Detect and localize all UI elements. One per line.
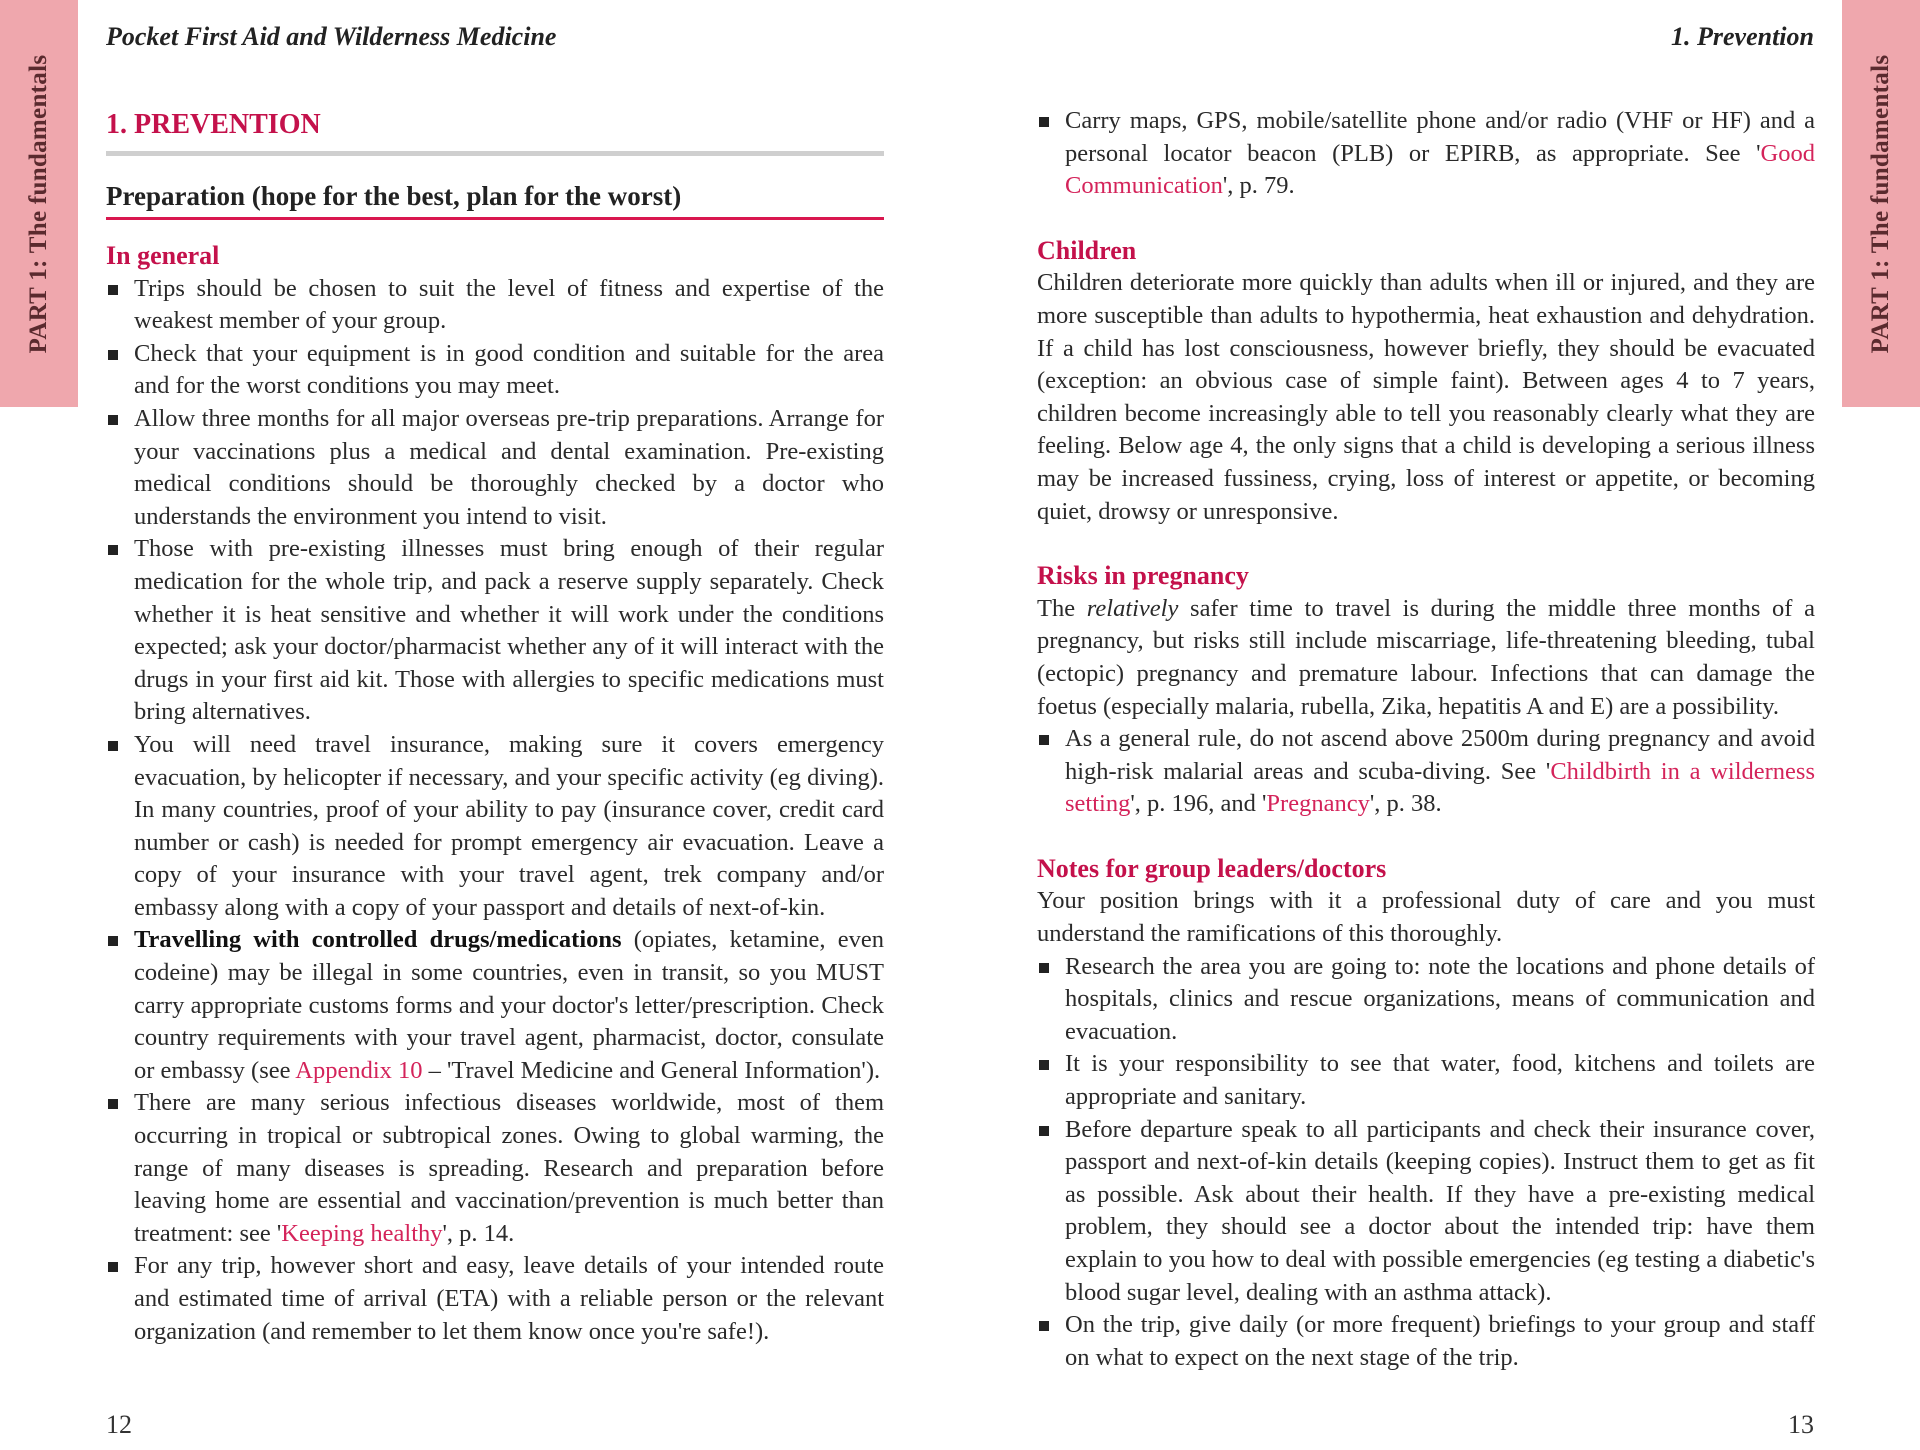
list-item: Those with pre-existing illnesses must bring enough of their regular medication for the whole trip, and pack a reserve supply separately. Check whether it is heat sensitive and whether it will work under the conditions expected; ask your doctor/pharmacist whether any of it will interact with the drugs in your first aid kit. Those with allergies to specific medications must bring alternatives. xyxy=(106,533,884,729)
list-item: Research the area you are going to: note the locations and phone details of hospitals, clinics and rescue organizations, means of communication and evacuation. xyxy=(1037,951,1815,1049)
side-tab-label: PART 1: The fundamentals xyxy=(1867,54,1894,353)
list-item: On the trip, give daily (or more frequent) briefings to your group and staff on what to expect on the next stage of the trip. xyxy=(1037,1309,1815,1374)
running-head-book-title: Pocket First Aid and Wilderness Medicine xyxy=(106,22,557,51)
chapter-title: 1. PREVENTION xyxy=(106,105,884,156)
side-tab-right xyxy=(1842,0,1920,407)
subheading-children: Children xyxy=(1037,235,1137,265)
left-page-column xyxy=(106,105,884,1348)
list-item: Before departure speak to all participants and check their insurance cover, passport and next-of-kin details (keeping copies). Instruct them to get as fit as possible. Ask about their health. If they have a pre-existing medical problem, they should see a doctor about the intended trip: have them explain to you how to deal with possible emergencies (eg testing a diabetic's blood sugar level, dealing with an asthma attack). xyxy=(1037,1114,1815,1310)
cross-reference-link[interactable]: Pregnancy xyxy=(1266,790,1370,818)
side-tab-left xyxy=(0,0,78,407)
bold-lead-in: Travelling with controlled drugs/medications xyxy=(134,926,622,954)
cross-reference-link[interactable]: Good Communication xyxy=(1065,139,1815,200)
page-number-right: 13 xyxy=(1788,1410,1814,1439)
subheading-in-general: In general xyxy=(106,241,220,270)
bullet-list-group-leaders xyxy=(1037,951,1815,1375)
cross-reference-link[interactable]: Appendix 10 xyxy=(295,1056,423,1084)
cross-reference-link[interactable]: Keeping healthy xyxy=(281,1219,443,1247)
list-item: Carry maps, GPS, mobile/satellite phone and/or radio (VHF or HF) and a personal locator beacon (PLB) or EPIRB, as appropriate. See 'Good Communication', p. 79. xyxy=(1037,105,1815,203)
bullet-list-general xyxy=(106,273,884,1349)
paragraph-group-leaders: Your position brings with it a professional duty of care and you must understand the ramifications of this thoroughly. xyxy=(1037,887,1815,948)
subheading-pregnancy: Risks in pregnancy xyxy=(1037,561,1249,591)
list-item: It is your responsibility to see that water, food, kitchens and toilets are appropriate and sanitary. xyxy=(1037,1048,1815,1113)
bullet-list-communication xyxy=(1037,105,1815,203)
cross-reference-link[interactable]: Childbirth in a wilderness setting xyxy=(1065,757,1815,818)
list-item: For any trip, however short and easy, leave details of your intended route and estimated time of arrival (ETA) with a reliable person or the relevant organization (and remember to let them know once you're safe!). xyxy=(106,1250,884,1348)
list-item: You will need travel insurance, making sure it covers emergency evacuation, by helicopter if necessary, and your specific activity (eg diving). In many countries, proof of your ability to pay (insurance cover, credit card number or cash) is needed for prompt emergency air evacuation. Leave a copy of your insurance with your travel agent, trek company and/or embassy along with a copy of your passport and details of next-of-kin. xyxy=(106,729,884,925)
list-item: There are many serious infectious diseases worldwide, most of them occurring in tropical or subtropical zones. Owing to global warming, the range of many diseases is spreading. Research and preparation before leaving home are essential and vaccination/prevention is much better than treatment: see 'Keeping healthy', p. 14. xyxy=(106,1087,884,1250)
emphasis-text: relatively xyxy=(1086,594,1179,622)
section-title: Preparation (hope for the best, plan for the worst) xyxy=(106,176,884,220)
page-number-left: 12 xyxy=(106,1410,132,1439)
right-page-column xyxy=(1037,105,1815,1374)
list-item: Allow three months for all major overseas pre-trip preparations. Arrange for your vaccinations plus a medical and dental examination. Pre-existing medical conditions should be thoroughly checked by a doctor who understands the environment you intend to visit. xyxy=(106,403,884,533)
bullet-list-pregnancy xyxy=(1037,723,1815,821)
list-item: Travelling with controlled drugs/medications (opiates, ketamine, even codeine) may be illegal in some countries, even in transit, so you MUST carry appropriate customs forms and your doctor's letter/prescription. Check country requirements with your travel agent, pharmacist, doctor, consulate or embassy (see Appendix 10 – 'Travel Medicine and General Information'). xyxy=(106,924,884,1087)
paragraph-pregnancy: The relatively safer time to travel is during the middle three months of a pregnancy, but risks still include miscarriage, life-threatening bleeding, tubal (ectopic) pregnancy and premature labour. Infections that can damage the foetus (especially malaria, rubella, Zika, hepatitis A and E) are a possibility. xyxy=(1037,594,1816,720)
side-tab-label: PART 1: The fundamentals xyxy=(25,54,52,353)
list-item: Check that your equipment is in good condition and suitable for the area and for the worst conditions you may meet. xyxy=(106,338,884,403)
list-item: Trips should be chosen to suit the level of fitness and expertise of the weakest member of your group. xyxy=(106,273,884,338)
subheading-group-leaders: Notes for group leaders/doctors xyxy=(1037,853,1387,883)
paragraph-children: Children deteriorate more quickly than adults when ill or injured, and they are more susceptible than adults to hypothermia, heat exhaustion and dehydration. If a child has lost consciousness, however briefly, they should be evacuated (exception: an obvious case of simple faint). Between ages 4 to 7 years, children become increasingly able to tell you reasonably clearly what they are feeling. Below age 4, the only signs that a child is developing a serious illness may be increased fussiness, crying, loss of interest or appetite, or becoming quiet, drowsy or unresponsive. xyxy=(1037,269,1815,525)
running-head-chapter: 1. Prevention xyxy=(1671,22,1814,51)
list-item: As a general rule, do not ascend above 2500m during pregnancy and avoid high-risk malarial areas and scuba-diving. See 'Childbirth in a wilderness setting', p. 196, and 'Pregnancy', p. 38. xyxy=(1037,723,1815,821)
